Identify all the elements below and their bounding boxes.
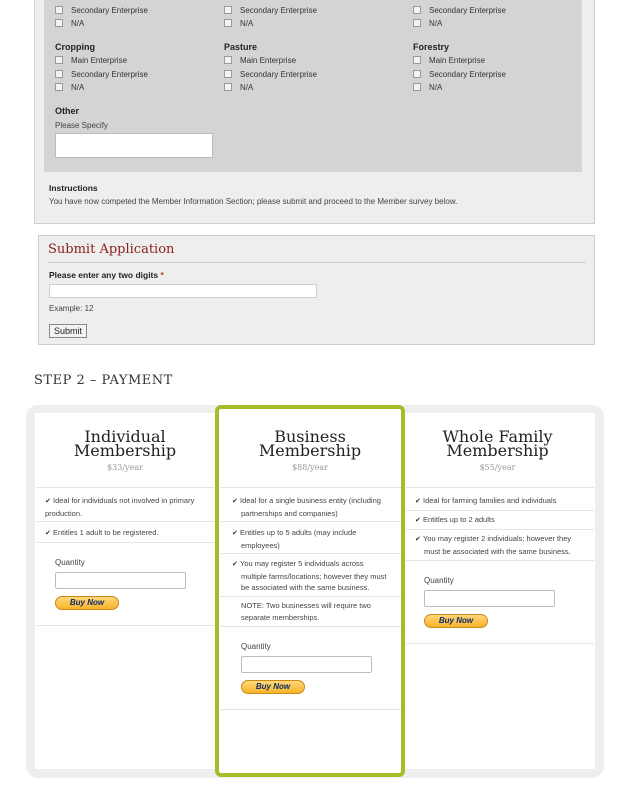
divider bbox=[220, 709, 401, 710]
divider bbox=[220, 487, 401, 488]
checkbox-icon[interactable] bbox=[224, 19, 232, 27]
plan-title: Whole Family Membership bbox=[442, 427, 553, 460]
divider bbox=[36, 542, 214, 543]
checkbox-icon[interactable] bbox=[55, 19, 63, 27]
check-icon: ✔ bbox=[415, 536, 421, 543]
buy-now-button[interactable]: Buy Now bbox=[241, 680, 305, 694]
checkbox-secondary-enterprise[interactable]: Secondary Enterprise bbox=[55, 69, 148, 81]
group-title-other: Other bbox=[55, 106, 80, 116]
divider bbox=[406, 560, 594, 561]
plan-price: $55/year bbox=[479, 463, 516, 472]
plan-feature: ✔ Entitles up to 2 adults bbox=[424, 514, 589, 527]
instructions-text: You have now competed the Member Information Section; please submit and proceed to the Member survey below. bbox=[49, 197, 458, 206]
divider bbox=[220, 521, 401, 522]
checkbox-secondary-enterprise[interactable]: Secondary Enterprise bbox=[55, 5, 148, 17]
step2-payment-heading: STEP 2 – PAYMENT bbox=[34, 373, 173, 388]
checkbox-icon[interactable] bbox=[55, 6, 63, 14]
please-specify-label: Please Specify bbox=[55, 121, 108, 130]
submit-application-title: Submit Application bbox=[48, 242, 175, 257]
plan-feature: ✔ Ideal for a single business entity (including partnerships and companies) bbox=[232, 496, 381, 518]
group-title-cropping: Cropping bbox=[55, 42, 95, 52]
plan-feature: ✔ You may register 2 individuals; however they must be associated with the same business. bbox=[415, 534, 572, 556]
checkbox-main-enterprise[interactable]: Main Enterprise bbox=[413, 55, 485, 67]
checkbox-icon[interactable] bbox=[55, 56, 63, 64]
checkbox-icon[interactable] bbox=[55, 83, 63, 91]
plan-note: NOTE: Two businesses will require two separate memberships. bbox=[241, 601, 371, 622]
checkbox-icon[interactable] bbox=[413, 83, 421, 91]
checkbox-icon[interactable] bbox=[224, 70, 232, 78]
plan-title: Business Membership bbox=[258, 427, 362, 460]
digits-field-label: Please enter any two digits * bbox=[49, 270, 164, 280]
example-hint: Example: 12 bbox=[49, 304, 94, 313]
check-icon: ✔ bbox=[232, 561, 238, 568]
required-mark: * bbox=[160, 270, 164, 280]
quantity-input[interactable] bbox=[55, 572, 186, 589]
quantity-label: Quantity bbox=[241, 642, 271, 651]
plan-feature: ✔ Ideal for individuals not involved in primary production. bbox=[45, 496, 195, 518]
divider bbox=[220, 553, 401, 554]
quantity-input[interactable] bbox=[424, 590, 555, 607]
group-title-forestry: Forestry bbox=[413, 42, 450, 52]
divider bbox=[220, 596, 401, 597]
checkbox-na[interactable]: N/A bbox=[55, 18, 84, 30]
check-icon: ✔ bbox=[415, 498, 421, 505]
plan-feature: ✔ Entitles 1 adult to be registered. bbox=[45, 527, 213, 540]
group-title-pasture: Pasture bbox=[224, 42, 258, 52]
divider bbox=[220, 626, 401, 627]
quantity-input[interactable] bbox=[241, 656, 372, 673]
checkbox-na[interactable]: N/A bbox=[224, 18, 253, 30]
plan-price: $33/year bbox=[107, 463, 143, 472]
checkbox-main-enterprise[interactable]: Main Enterprise bbox=[224, 55, 296, 67]
divider bbox=[36, 521, 214, 522]
other-specify-textarea[interactable] bbox=[55, 133, 213, 158]
checkbox-icon[interactable] bbox=[224, 6, 232, 14]
divider bbox=[36, 625, 214, 626]
submit-button[interactable]: Submit bbox=[49, 324, 87, 338]
checkbox-secondary-enterprise[interactable]: Secondary Enterprise bbox=[224, 5, 317, 17]
buy-now-button[interactable]: Buy Now bbox=[424, 614, 488, 628]
divider bbox=[406, 643, 594, 644]
checkbox-na[interactable]: N/A bbox=[55, 82, 84, 94]
checkbox-icon[interactable] bbox=[224, 83, 232, 91]
divider bbox=[406, 510, 594, 511]
plan-feature: ✔ Entitles up to 5 adults (may include employees) bbox=[232, 528, 357, 550]
checkbox-icon[interactable] bbox=[55, 70, 63, 78]
plan-feature: ✔ Ideal for farming families and individuals bbox=[424, 495, 589, 508]
divider bbox=[48, 262, 586, 263]
check-icon: ✔ bbox=[232, 498, 238, 505]
instructions-title: Instructions bbox=[49, 183, 98, 193]
quantity-label: Quantity bbox=[55, 558, 85, 567]
checkbox-secondary-enterprise[interactable]: Secondary Enterprise bbox=[413, 69, 506, 81]
checkbox-icon[interactable] bbox=[413, 56, 421, 64]
checkbox-icon[interactable] bbox=[224, 56, 232, 64]
checkbox-na[interactable]: N/A bbox=[224, 82, 253, 94]
checkbox-secondary-enterprise[interactable]: Secondary Enterprise bbox=[224, 69, 317, 81]
checkbox-na[interactable]: N/A bbox=[413, 18, 442, 30]
divider bbox=[406, 487, 594, 488]
checkbox-icon[interactable] bbox=[413, 19, 421, 27]
two-digits-input[interactable] bbox=[49, 284, 317, 298]
buy-now-button[interactable]: Buy Now bbox=[55, 596, 119, 610]
plan-feature: ✔ You may register 5 individuals across multiple farms/locations; however they must be associated with the same business. bbox=[232, 559, 387, 592]
check-icon: ✔ bbox=[45, 498, 51, 505]
divider bbox=[36, 487, 214, 488]
plan-title: Individual Membership bbox=[73, 427, 177, 460]
check-icon: ✔ bbox=[45, 530, 51, 537]
checkbox-secondary-enterprise[interactable]: Secondary Enterprise bbox=[413, 5, 506, 17]
plan-price: $88/year bbox=[292, 463, 328, 472]
check-icon: ✔ bbox=[415, 517, 421, 524]
check-icon: ✔ bbox=[232, 530, 238, 537]
checkbox-icon[interactable] bbox=[413, 6, 421, 14]
checkbox-main-enterprise[interactable]: Main Enterprise bbox=[55, 55, 127, 67]
divider bbox=[406, 529, 594, 530]
checkbox-na[interactable]: N/A bbox=[413, 82, 442, 94]
quantity-label: Quantity bbox=[424, 576, 454, 585]
checkbox-icon[interactable] bbox=[413, 70, 421, 78]
